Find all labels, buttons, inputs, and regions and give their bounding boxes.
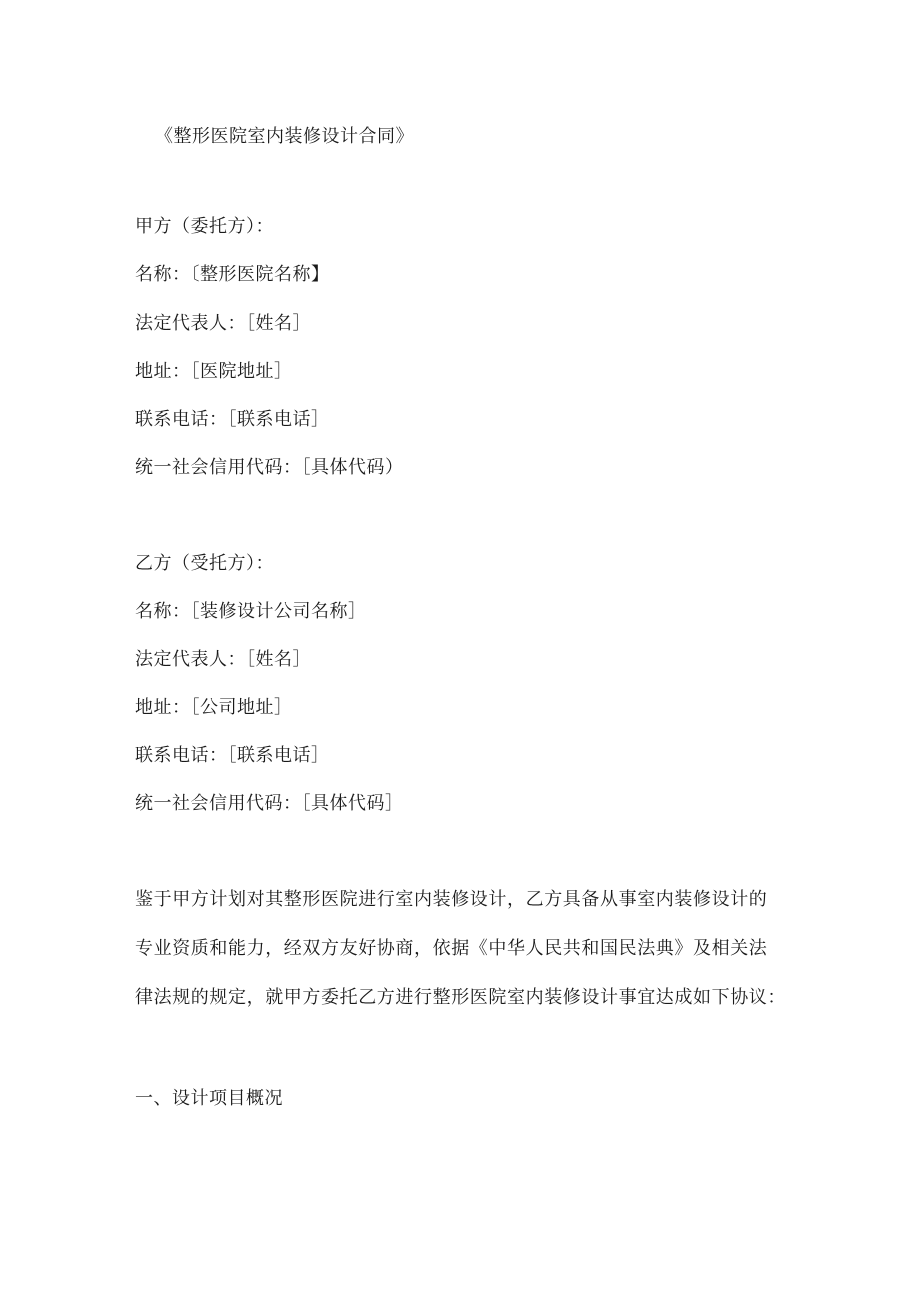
party-b-heading: 乙方（受托方）： [135, 553, 274, 574]
party-a-credit-code: 统一社会信用代码：［具体代码） [135, 457, 404, 478]
contract-title: 《整形医院室内装修设计合同》 [155, 126, 414, 147]
party-b-legal-rep: 法定代表人：［姓名］ [135, 649, 311, 670]
party-b-address: 地址：［公司地址］ [135, 697, 293, 718]
section-heading: 一、设计项目概况 [135, 1088, 283, 1109]
preamble-line: 鉴于甲方计划对其整形医院进行室内装修设计，乙方具备从事室内装修设计的 [135, 889, 768, 910]
party-a-phone: 联系电话：［联系电话］ [135, 409, 330, 430]
preamble-line: 专业资质和能力，经双方友好协商，依据《中华人民共和国民法典》及相关法 [135, 938, 768, 959]
party-a-legal-rep: 法定代表人：［姓名］ [135, 313, 311, 334]
party-b-name: 名称：［装修设计公司名称］ [135, 601, 367, 622]
party-b-credit-code: 统一社会信用代码：［具体代码］ [135, 793, 404, 814]
party-a-address: 地址：［医院地址］ [135, 361, 293, 382]
preamble-line: 律法规的规定，就甲方委托乙方进行整形医院室内装修设计事宜达成如下协议： [135, 987, 786, 1008]
party-a-name: 名称：〔整形医院名称】 [135, 264, 330, 285]
preamble-paragraph [135, 889, 795, 1036]
party-a-heading: 甲方（委托方）： [135, 216, 274, 237]
party-b-phone: 联系电话：［联系电话］ [135, 745, 330, 766]
